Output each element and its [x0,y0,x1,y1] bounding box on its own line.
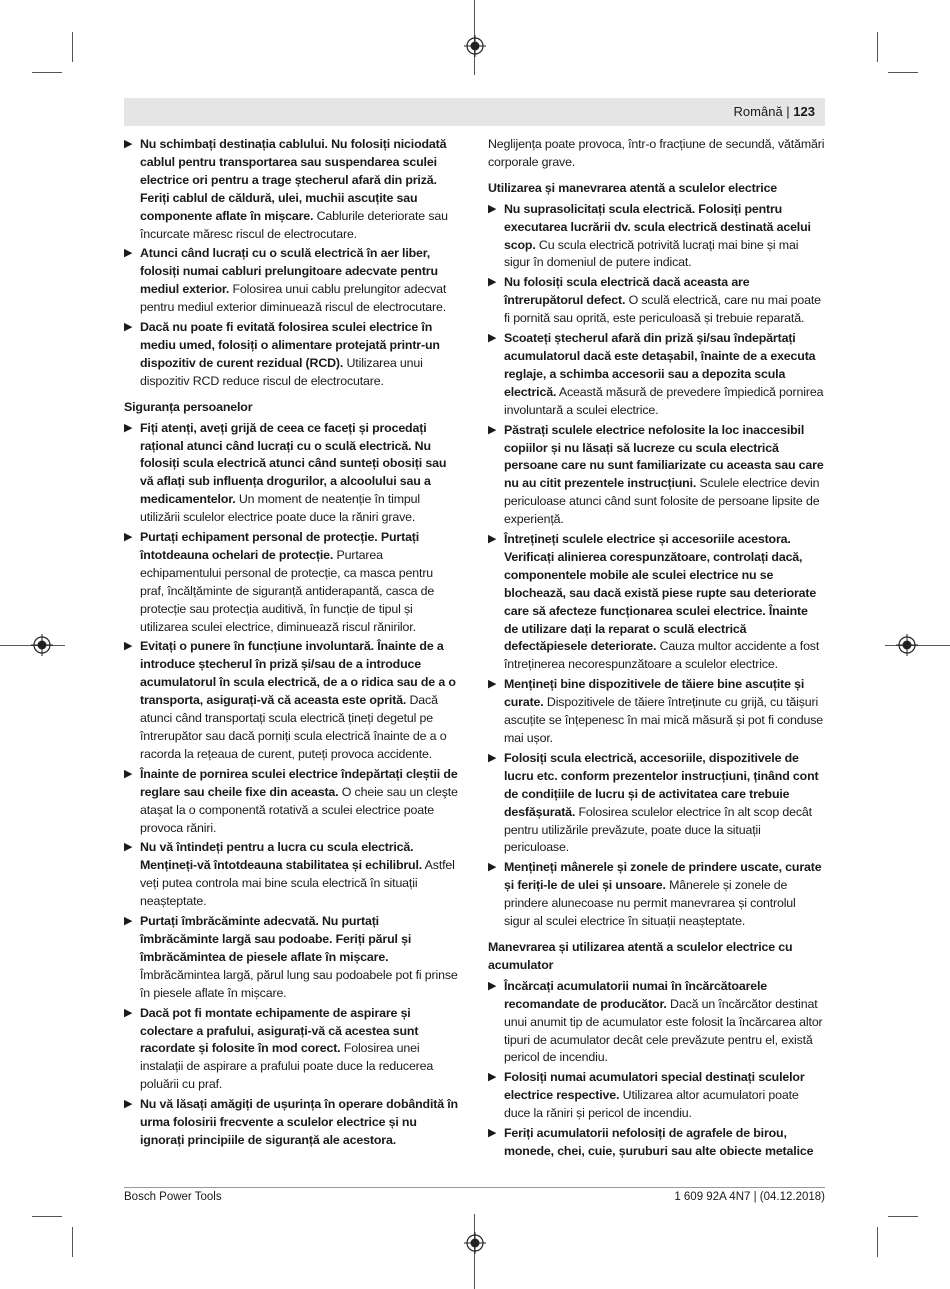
list-item [488,274,825,328]
triangle-right-icon: ▶ [124,531,133,544]
list-item [488,330,825,420]
explanation-text: Utilizarea altor acumulatori poate duce la răniri și pericol de incendiu. [504,1088,799,1121]
warning-text: Nu folosiți scula electrică dacă aceasta are întrerupătorul defect. [504,275,750,308]
list-item [124,766,460,838]
warning-text: Atunci când lucrați cu o sculă electrică în aer liber, folosiți numai cabluri prelungitoare adecvate pentru mediul exterior. [140,246,438,297]
warning-text: Evitați o punere în funcțiune involuntară. Înainte de a introduce ștecherul în priză și/sau de a introduce acumulatorul în scula electrică, de a o ridica sau de a o transporta, asigurați-vă că aceasta este oprită. [140,639,456,708]
warning-text: Purtați îmbrăcăminte adecvată. Nu purtați îmbrăcăminte largă sau podoabe. Feriți părul și îmbrăcămintea de piesele aflate în mișcare. [140,914,412,964]
right-column [488,136,825,1163]
list-item [124,638,460,763]
warning-text: Fiți atenți, aveți grijă de ceea ce faceți și procedați rațional atunci când lucrați cu o sculă electrică. Nu folosiți scula electrică atunci când sunteți obosiți sau vă aflați sub influența drogurilor, a alcoolului sau a medicamentelor. [140,420,447,507]
explanation-text: Mânerele și zonele de prindere alunecoase nu permit manevrarea și controlul sigur al sculei electrice în situații neașteptate. [504,878,796,929]
crop-mark [32,72,62,73]
triangle-right-icon: ▶ [124,421,133,434]
explanation-text: Cablurile deteriorate sau încurcate măresc riscul de electrocutare. [140,208,448,241]
warning-text: Dacă pot fi montate echipamente de aspirare și colectare a prafului, asigurați-vă că acestea sunt racordate și folosite în mod corect. [140,1005,419,1056]
triangle-right-icon: ▶ [488,332,497,345]
explanation-text: Cu scula electrică potrivită lucrați mai bine și mai sigur în domeniul de putere indicat. [504,237,799,270]
explanation-text: Dacă un încărcător destinat unui anumit tip de acumulator este folosit la încărcarea altor tipuri de acumulator decât cele prevăzute pentru el, există pericol de incendiu. [504,996,823,1065]
explanation-text: O cheie sau un cleşte ataşat la o componentă rotativă a sculei electrice poate provoca răniri. [140,784,458,835]
warning-text: Feriți acumulatorii nefolosiți de agrafele de birou, monede, chei, cuie, șuruburi sau alte obiecte metalice [504,1126,814,1158]
explanation-text: Astfel veți putea controla mai bine scula electrică în situații neașteptate. [140,858,455,909]
list-item [124,1005,460,1095]
triangle-right-icon: ▶ [124,247,133,260]
triangle-right-icon: ▶ [124,321,133,334]
footer-doc-id: 1 609 92A 4N7 | (04.12.2018) [674,1191,825,1203]
list-item [488,201,825,273]
page-number: 123 [793,104,815,119]
warning-text: Purtați echipament personal de protecție. Purtați întotdeauna ochelari de protecție. [140,530,420,562]
crosshair-registration-mark-icon [464,1232,486,1254]
warning-text: Nu suprasolicitați scula electrică. Folosiți pentru executarea lucrării dv. scula electrică destinată acelui scop. [504,201,811,252]
triangle-right-icon: ▶ [488,979,497,992]
triangle-right-icon: ▶ [488,276,497,289]
explanation-text: Dacă atunci când transportați scula electrică țineți degetul pe întrerupător sau dacă porniți scula electrică înainte de a o racorda la rețeaua de curent, puteți provoca accidente. [140,693,447,761]
crop-mark [888,72,918,73]
warning-text: Dacă nu poate fi evitată folosirea sculei electrice în mediu umed, folosiți o alimentare protejată printr-un dispozitiv de curent rezidual (RCD). [140,320,440,370]
list-item [124,913,460,1003]
footer-divider [124,1187,825,1188]
crosshair-registration-mark-icon [464,35,486,57]
explanation-text: Folosirea sculelor electrice în alt scop decât pentru utilizările prevăzute, poate duce la situații periculoase. [504,804,812,855]
triangle-right-icon: ▶ [488,861,497,874]
warning-text: Nu vă lăsați amăgiți de ușurința în operare dobândită în urma folosirii frecvente a sculelor electrice și nu ignorați principiile de siguranță ale acestora. [140,1097,458,1147]
explanation-text: Utilizarea unui dispozitiv RCD reduce riscul de electrocutare. [140,355,423,388]
triangle-right-icon: ▶ [124,640,133,653]
list-item [488,422,825,529]
triangle-right-icon: ▶ [488,1127,497,1140]
list-item [488,531,825,674]
triangle-right-icon: ▶ [124,841,133,854]
triangle-right-icon: ▶ [488,1071,497,1084]
list-item [124,420,460,527]
explanation-text: Purtarea echipamentului personal de protecție, ca masca pentru praf, încălțăminte de siguranță antiderapantă, casca de protecție sau protecția auditivă, în funcție de tipul și utilizarea sculei electrice, diminuează riscul rănirilor. [140,547,435,634]
list-item [124,529,460,636]
list-item [488,1125,825,1161]
list-item [124,319,460,391]
warning-text: Folosiți scula electrică, accesoriile, dispozitivele de lucru etc. conform prezentelor instrucțiuni, ținând cont de condițiile de lucru și de activitatea care trebuie desfășurată. [504,750,819,819]
left-column [124,136,460,1152]
page-header [124,98,825,126]
explanation-text: Dispozitivele de tăiere întreținute cu grijă, cu tăișuri ascuțite se înțepenesc în mai mică măsură și pot fi conduse mai ușor. [504,695,823,745]
warning-text: Încărcați acumulatorii numai în încărcătoarele recomandate de producător. [504,978,768,1011]
triangle-right-icon: ▶ [124,915,133,928]
triangle-right-icon: ▶ [488,751,497,764]
warning-text: Mențineți mânerele și zonele de prindere uscate, curate și feriți-le de ulei și unsoare. [504,860,822,893]
header-text [734,104,815,119]
list-item [124,839,460,911]
list-item [488,750,825,857]
list-item [124,1096,460,1150]
warning-text: Înainte de pornirea sculei electrice îndepărtați cleștii de reglare sau cheile fixe din aceasta. [140,766,458,799]
list-item [488,1069,825,1123]
triangle-right-icon: ▶ [124,767,133,780]
explanation-text: Cauza multor accidente a fost întreținerea necorespunzătoare a sculelor electrice. [504,639,820,672]
section-heading: Manevrarea și utilizarea atentă a sculelor electrice cu acumulator [488,939,793,972]
warning-text: Nu vă întindeți pentru a lucra cu scula electrică. Mențineți-vă întotdeauna stabilitatea și echilibrul. [140,840,423,873]
explanation-text: Un moment de neatenție în timpul utilizării sculelor electrice poate duce la răniri grave. [140,492,421,525]
list-item [488,859,825,931]
triangle-right-icon: ▶ [124,138,133,150]
warning-text: Nu schimbați destinația cablului. Nu folosiți niciodată cablul pentru transportarea sau suspendarea sculei electrice ori pentru a trage ștecherul afară din priză. Feriți cablul de căldură, ulei, muchii ascuțite sau componente aflate în mișcare. [140,137,447,223]
header-language: Română [733,104,783,119]
header-separator: | [786,104,794,119]
paragraph: Neglijența poate provoca, într-o fracțiune de secundă, vătămări corporale grave. [488,137,825,169]
list-item [124,136,460,243]
crop-mark [72,1227,73,1257]
explanation-text: Folosirea unui cablu prelungitor adecvat pentru mediul exterior diminuează riscul de electrocutare. [140,282,447,315]
section-heading: Siguranța persoanelor [124,399,253,414]
footer-brand: Bosch Power Tools [124,1191,222,1203]
crosshair-registration-mark-icon [31,634,53,656]
warning-text: Folosiți numai acumulatori special destinați sculelor electrice respective. [504,1070,805,1103]
triangle-right-icon: ▶ [488,202,497,215]
crop-mark [877,32,878,62]
triangle-right-icon: ▶ [488,423,497,436]
explanation-text: O sculă electrică, care nu mai poate fi pornită sau oprită, este periculoasă și trebuie reparată. [504,293,821,326]
warning-text: Mențineți bine dispozitivele de tăiere bine ascuțite și curate. [504,677,805,710]
explanation-text: Îmbrăcămintea largă, părul lung sau podoabele pot fi prinse în piesele aflate în mișcare. [140,967,458,1000]
crosshair-registration-mark-icon [896,634,918,656]
section-heading: Utilizarea și manevrarea atentă a sculelor electrice [488,180,778,195]
warning-text: Păstrați sculele electrice nefolosite la loc inaccesibil copiilor și nu lăsați să lucreze cu scula electrică persoane care nu sunt familiarizate cu aceasta sau care nu au citit prezentele instrucțiuni. [504,422,824,491]
crop-mark [32,1216,62,1217]
list-item [124,245,460,317]
warning-text: Întrețineți sculele electrice și accesoriile acestora. Verificați alinierea corespunzătoare, controlați dacă, componentele mobile ale sculei electrice nu se blochează, sau dacă există piese rupte sau deteriorate care să afecteze funcționarea sculei electrice. Înainte de utilizare dați la reparat o sculă electrică defectăpiesele deteriorate. [504,532,817,654]
triangle-right-icon: ▶ [488,533,497,546]
crop-mark [888,1216,918,1217]
explanation-text: Folosirea unei instalații de aspirare a prafului poate duce la reducerea poluării cu praf. [140,1041,434,1092]
crop-mark [72,32,73,62]
triangle-right-icon: ▶ [124,1098,133,1111]
explanation-text: Sculele electrice devin periculoase atunci când sunt folosite de persoane lipsite de experiență. [504,476,820,527]
list-item [488,676,825,748]
triangle-right-icon: ▶ [124,1006,133,1019]
triangle-right-icon: ▶ [488,678,497,691]
crop-mark [877,1227,878,1257]
warning-text: Scoateți ștecherul afară din priză și/sau îndepărtați acumulatorul dacă este detașabil, înainte de a executa reglaje, a schimba accesorii sau a depozita scula electrică. [504,331,816,399]
list-item [488,978,825,1068]
explanation-text: Această măsură de prevedere împiedică pornirea involuntară a sculei electrice. [504,384,824,417]
